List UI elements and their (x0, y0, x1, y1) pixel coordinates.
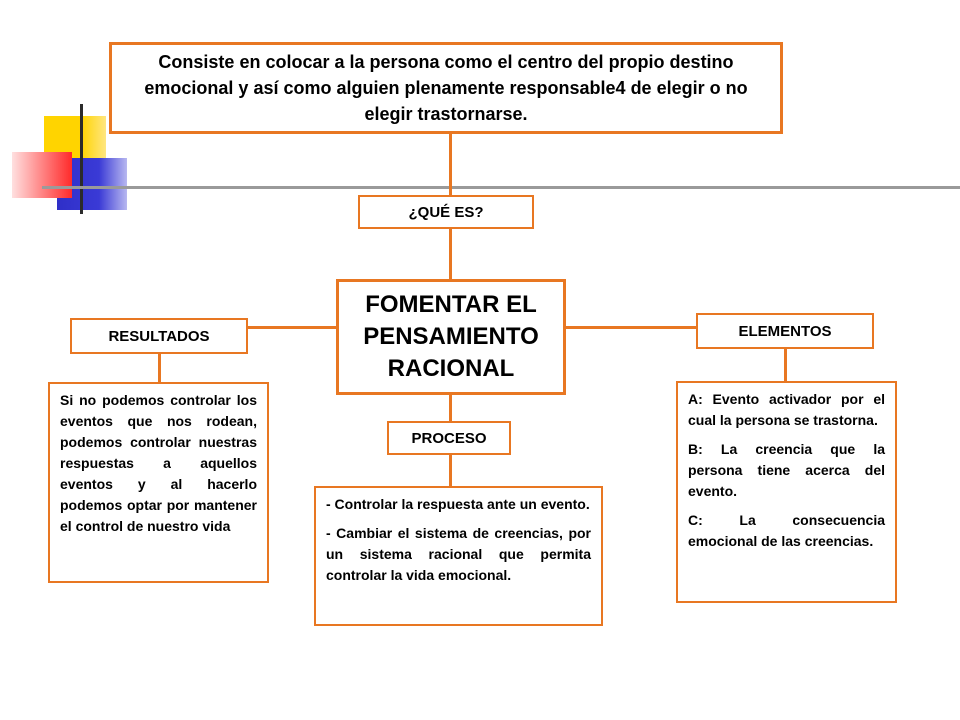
que-es-label: ¿QUÉ ES? (408, 203, 484, 221)
elementos-item-c: C: La consecuencia emocional de las creencias. (688, 512, 885, 549)
definition-text: Consiste en colocar a la persona como el centro del propio destino emocional y así como alguien plenamente responsable4 de elegir o no elegir trastornarse. (144, 52, 748, 124)
connector-queses-central (449, 229, 452, 279)
connector-resultados-detail (158, 354, 161, 382)
elementos-item-b: B: La creencia que la persona tiene acerca del evento. (688, 441, 885, 499)
decorative-red-square (12, 152, 72, 198)
resultados-label: RESULTADOS (108, 327, 210, 345)
connector-central-proceso (449, 395, 452, 421)
connector-elementos-detail (784, 349, 787, 381)
resultados-text: Si no podemos controlar los eventos que nos rodean, podemos controlar nuestras respuestas a aquellos eventos y al hacerlo podemos optar por mantener el control de nuestro vida (60, 392, 257, 534)
connector-proceso-detail (449, 455, 452, 486)
resultados-detail-box (48, 382, 269, 583)
elementos-box (696, 313, 874, 349)
que-es-box (358, 195, 534, 229)
decorative-horizontal-line (42, 186, 960, 189)
resultados-box (70, 318, 248, 354)
connector-definition-queses (449, 134, 452, 195)
proceso-item: - Cambiar el sistema de creencias, por un sistema racional que permita controlar la vida emocional. (326, 525, 591, 583)
definition-box (109, 42, 783, 134)
elementos-item-a: A: Evento activador por el cual la persona se trastorna. (688, 391, 885, 428)
proceso-detail-box (314, 486, 603, 626)
elementos-label: ELEMENTOS (738, 322, 832, 340)
elementos-detail-box (676, 381, 897, 603)
proceso-item: - Controlar la respuesta ante un evento. (326, 496, 590, 512)
central-topic-box (336, 279, 566, 395)
connector-central-resultados (248, 326, 336, 329)
connector-central-elementos (566, 326, 696, 329)
central-title: FOMENTAR EL PENSAMIENTO RACIONAL (363, 291, 539, 382)
proceso-box (387, 421, 511, 455)
decorative-vertical-line (80, 104, 83, 214)
proceso-label: PROCESO (411, 429, 487, 447)
